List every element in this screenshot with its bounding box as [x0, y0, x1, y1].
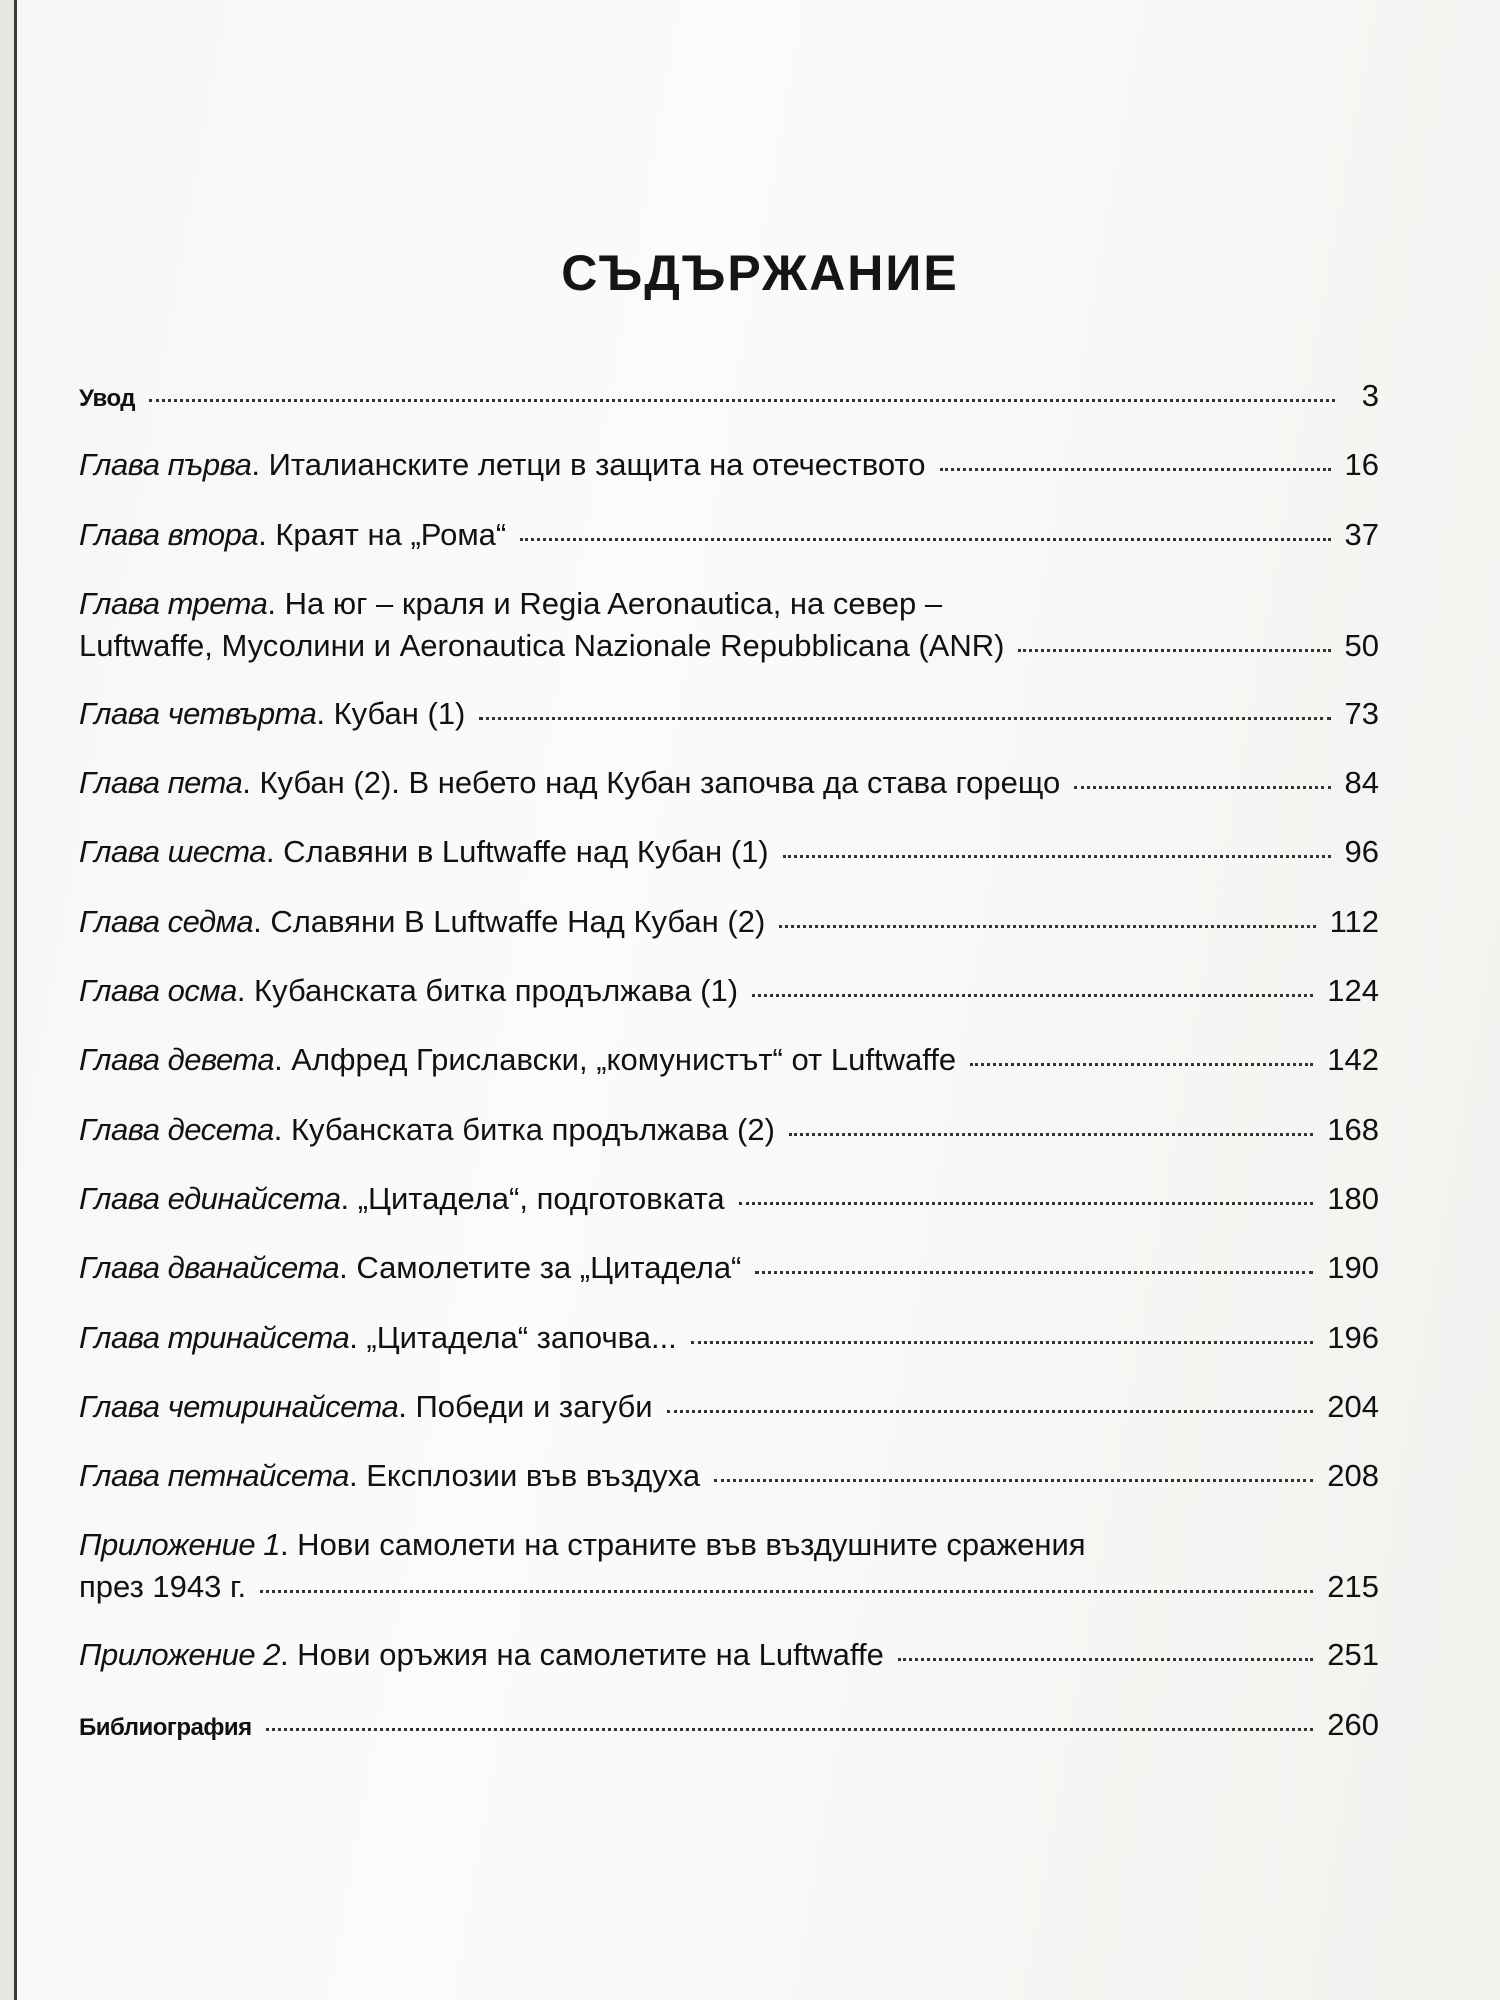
toc-title: . Кубанската битка продължава (2): [273, 1111, 775, 1147]
toc-entry: [79, 1460, 1379, 1529]
toc-chapter-label: Глава първа: [79, 447, 252, 483]
dot-leader: [739, 1202, 1314, 1205]
toc-page-number: 16: [1344, 447, 1379, 483]
toc-title: . Алфред Гриславски, „комунистът“ от Luftwaffe: [274, 1042, 957, 1078]
toc-entry: [79, 1706, 1379, 1778]
toc-chapter-label: Глава дванайсета: [79, 1250, 340, 1286]
toc-title: . Италианските летци в защита на отечеството: [251, 447, 926, 483]
toc-title: . Нови самолети на страните във въздушните сражения: [279, 1527, 1086, 1563]
toc-title: . Кубан (1): [316, 695, 466, 731]
toc-entry: [79, 585, 1379, 698]
dot-leader: [898, 1658, 1313, 1661]
dot-leader: [752, 994, 1313, 997]
toc-page-number: 180: [1327, 1180, 1379, 1216]
toc-page-number: 142: [1327, 1042, 1379, 1078]
dot-leader: [667, 1410, 1314, 1413]
dot-leader: [1018, 649, 1330, 652]
toc-page-number: 204: [1327, 1388, 1379, 1424]
toc-title: . Славяни В Luftwaffe Над Кубан (2): [253, 903, 766, 939]
toc-page-number: 3: [1361, 378, 1379, 413]
dot-leader: [755, 1271, 1313, 1274]
toc-entry: [79, 1044, 1379, 1113]
toc-chapter-label: Глава осма: [79, 973, 237, 1009]
toc-chapter-label: Глава тринайсета: [79, 1319, 350, 1355]
toc-chapter-label: Приложение 1: [79, 1527, 280, 1563]
toc-page-number: 96: [1344, 834, 1379, 870]
toc-title: . Краят на „Рома“: [258, 516, 507, 552]
toc-entry: [79, 516, 1379, 588]
toc-chapter-label: Глава четвърта: [79, 695, 317, 731]
dot-leader: [520, 538, 1330, 541]
dot-leader: [940, 468, 1331, 471]
toc-title: . На юг – краля и Regia Aeronautica, на север –: [267, 585, 943, 621]
toc-chapter-label: Глава шеста: [79, 834, 266, 870]
toc-chapter-label: Глава пета: [79, 765, 243, 801]
toc-chapter-label: Глава трета: [79, 585, 268, 621]
toc-entry: [79, 1529, 1379, 1639]
dot-leader: [479, 717, 1330, 720]
toc-page-number: 73: [1344, 695, 1379, 731]
dot-leader: [789, 1133, 1313, 1136]
toc-chapter-label: Глава седма: [79, 903, 254, 939]
toc-chapter-label: Глава петнайсета: [79, 1458, 350, 1494]
toc-page-number: 37: [1344, 516, 1379, 552]
toc-entry: [79, 695, 1379, 767]
dot-leader: [714, 1479, 1313, 1482]
dot-leader: [691, 1341, 1313, 1344]
toc-chapter-label: Глава четиринайсета: [79, 1388, 399, 1424]
toc-chapter-label: Увод: [79, 385, 136, 412]
dot-leader: [266, 1728, 1314, 1731]
toc-page-number: 251: [1327, 1637, 1379, 1673]
toc-entry: [79, 1639, 1379, 1708]
toc-entry: [79, 767, 1379, 836]
toc-page-number: 112: [1329, 903, 1379, 939]
table-of-contents: [79, 380, 1379, 1778]
toc-entry: [79, 1252, 1379, 1321]
toc-page-number: 208: [1327, 1458, 1379, 1494]
toc-title: . Нови оръжия на самолетите на Luftwaffe: [279, 1637, 884, 1673]
toc-page-number: 84: [1344, 765, 1379, 801]
toc-entry: [79, 1388, 1379, 1460]
toc-page-number: 124: [1327, 973, 1379, 1009]
toc-title: . Кубан (2). В небето над Кубан започва да става горещо: [242, 765, 1061, 801]
toc-title: . Самолетите за „Цитадела“: [339, 1250, 742, 1286]
toc-chapter-label: Библиография: [79, 1713, 252, 1741]
toc-chapter-label: Глава втора: [79, 516, 259, 552]
toc-entry: [79, 1111, 1379, 1183]
toc-entry: [79, 380, 1379, 449]
toc-page-number: 260: [1327, 1706, 1379, 1742]
toc-entry: [79, 903, 1379, 975]
toc-title: . Славяни в Luftwaffe над Кубан (1): [265, 834, 769, 870]
toc-title: . Победи и загуби: [398, 1388, 653, 1424]
dot-leader: [260, 1590, 1313, 1593]
dot-leader: [1074, 786, 1330, 789]
toc-entry: [79, 975, 1379, 1044]
toc-page-number: 196: [1327, 1319, 1379, 1355]
toc-title: . Експлозии във въздуха: [349, 1458, 701, 1494]
toc-title-continued: през 1943 г.: [79, 1569, 247, 1605]
toc-chapter-label: Глава девета: [79, 1042, 275, 1078]
toc-entry: [79, 836, 1379, 905]
toc-entry: [79, 1319, 1379, 1391]
toc-page-number: 50: [1344, 627, 1379, 663]
book-page: [14, 0, 1500, 2000]
toc-chapter-label: Глава единайсета: [79, 1180, 341, 1216]
dot-leader: [149, 399, 1335, 402]
toc-entry: [79, 1180, 1379, 1252]
dot-leader: [970, 1063, 1313, 1066]
toc-title-continued: Luftwaffe, Мусолини и Aeronautica Nazionale Repubblicana (ANR): [79, 627, 1005, 663]
toc-page-number: 215: [1327, 1569, 1379, 1605]
toc-title: . „Цитадела“ започва...: [349, 1319, 677, 1355]
toc-page-number: 190: [1327, 1250, 1379, 1286]
toc-title: . Кубанската битка продължава (1): [236, 973, 739, 1009]
toc-title: . „Цитадела“, подготовката: [340, 1180, 725, 1216]
toc-chapter-label: Глава десета: [79, 1111, 274, 1147]
dot-leader: [779, 925, 1315, 928]
dot-leader: [783, 855, 1331, 858]
toc-chapter-label: Приложение 2: [79, 1637, 280, 1673]
contents-heading: СЪДЪРЖАНИЕ: [561, 245, 959, 301]
toc-entry: [79, 449, 1379, 518]
toc-page-number: 168: [1327, 1111, 1379, 1147]
